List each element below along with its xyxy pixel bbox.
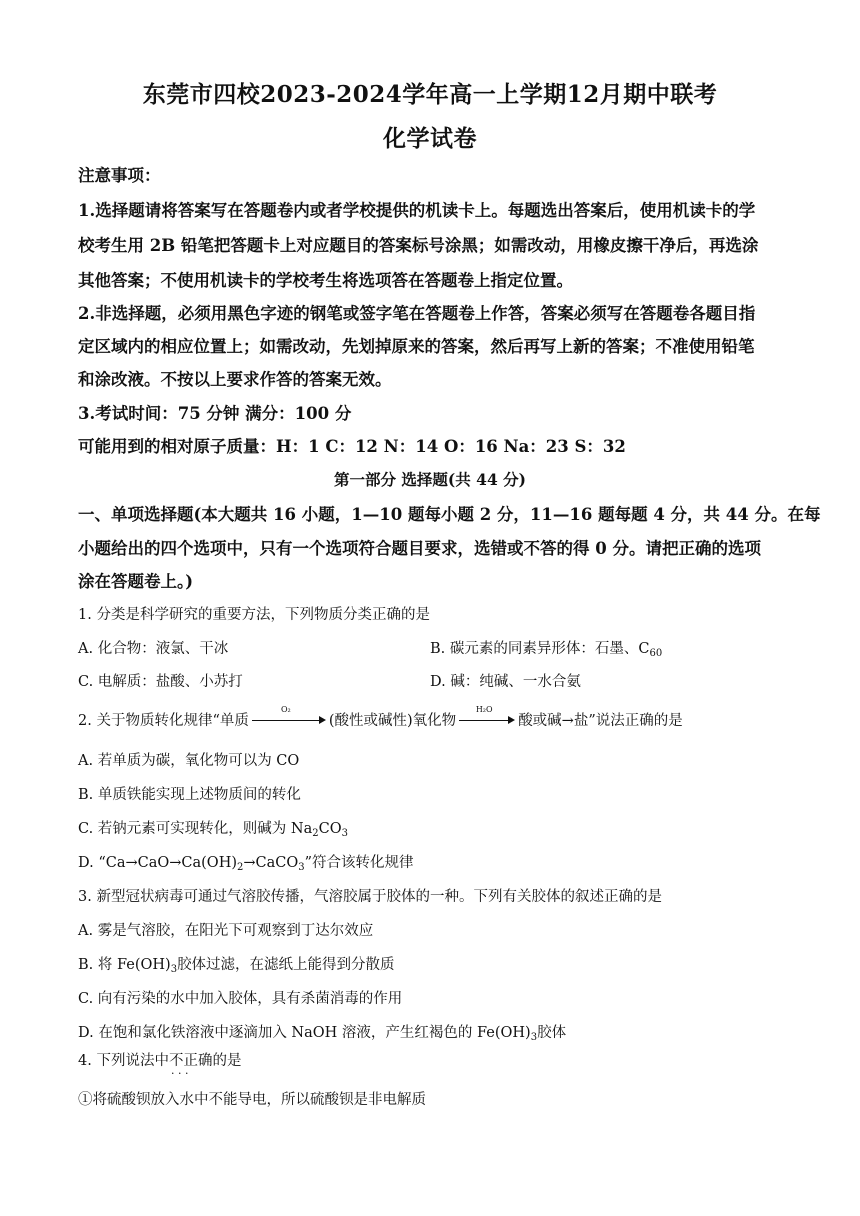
notice-item2-line1: 2.非选择题，必须用黑色字迹的钢笔或签字笔在答题卷上作答，答案必须写在答题卷各题目指 xyxy=(78,304,756,323)
notice-item3: 3.考试时间：75 分钟 满分：100 分 xyxy=(78,404,352,423)
exam-title: 东莞市四校2023-2024学年高一上学期12月期中联考 xyxy=(142,81,718,108)
section1-instructions-line1: 一、单项选择题(本大题共 16 小题，1—10 题每小题 2 分，11—16 题每题 4 分，共 44 分。在每 xyxy=(78,505,821,524)
notice-item2-line3: 和涂改液。不按以上要求作答的答案无效。 xyxy=(78,370,392,389)
reaction-arrow-o2: O₂ xyxy=(252,713,326,727)
part1-heading: 第一部分 选择题(共 44 分) xyxy=(334,470,526,489)
q1-option-d: D. 碱：纯碱、一水合氨 xyxy=(430,674,581,690)
q3-option-c: C. 向有污染的水中加入胶体，具有杀菌消毒的作用 xyxy=(78,991,403,1007)
atomic-masses: 可能用到的相对原子质量：H：1 C：12 N：14 O：16 Na：23 S：32 xyxy=(78,437,626,456)
section1-instructions-line3: 涂在答题卷上。) xyxy=(78,572,194,591)
q3-option-d: D. 在饱和氯化铁溶液中逐滴加入 NaOH 溶液，产生红褐色的 $Fe(OH)_3$胶体 xyxy=(78,1025,567,1043)
q2-stem: 2. 关于物质转化规律“单质 O₂ (酸性或碱性)氧化物 H₂O 酸或碱→盐”说法正确的是 xyxy=(78,705,683,729)
q1-option-a: A. 化合物：液氯、干冰 xyxy=(78,641,229,657)
section1-instructions-line2: 小题给出的四个选项中，只有一个选项符合题目要求，选错或不答的得 0 分。请把正确的选项 xyxy=(78,539,761,558)
exam-subject-title: 化学试卷 xyxy=(383,125,477,152)
notice-heading: 注意事项： xyxy=(78,166,161,185)
q3-option-b: B. 将 $Fe(OH)_3$胶体过滤，在滤纸上能得到分散质 xyxy=(78,957,395,975)
q4-stem: 4. 下列说法中不正确 · · ·的是 xyxy=(78,1049,241,1070)
q2-option-a: A. 若单质为碳，氧化物可以为 CO xyxy=(78,753,300,769)
notice-item1-line2: 校考生用 2B 铅笔把答题卡上对应题目的答案标号涂黑；如需改动，用橡皮擦干净后，再选涂 xyxy=(78,236,759,255)
q3-option-a: A. 雾是气溶胶，在阳光下可观察到丁达尔效应 xyxy=(78,923,374,939)
q3-stem: 3. 新型冠状病毒可通过气溶胶传播，气溶胶属于胶体的一种。下列有关胶体的叙述正确的是 xyxy=(78,889,662,905)
reaction-arrow-h2o: H₂O xyxy=(459,713,515,727)
notice-item1-line3: 其他答案；不使用机读卡的学校考生将选项答在答题卷上指定位置。 xyxy=(78,271,573,290)
emphasis-dots: 不正确 · · · xyxy=(169,1053,213,1069)
q1-option-c: C. 电解质：盐酸、小苏打 xyxy=(78,674,243,690)
notice-item2-line2: 定区域内的相应位置上；如需改动，先划掉原来的答案，然后再写上新的答案；不准使用铅笔 xyxy=(78,337,755,356)
q4-statement-1: ①将硫酸钡放入水中不能导电，所以硫酸钡是非电解质 xyxy=(78,1092,426,1108)
q2-option-d: D. “$Ca\to CaO\to Ca(OH)_2\to CaCO_3$”符合该转化规律 xyxy=(78,855,414,873)
q1-option-b: B. 碳元素的同素异形体：石墨、$C_{60}$ xyxy=(430,641,663,659)
q1-stem: 1. 分类是科学研究的重要方法，下列物质分类正确的是 xyxy=(78,607,430,623)
notice-item1-line1: 1.选择题请将答案写在答题卷内或者学校提供的机读卡上。每题选出答案后，使用机读卡的学 xyxy=(78,201,756,220)
q2-option-c: C. 若钠元素可实现转化，则碱为 $Na_2CO_3$ xyxy=(78,821,348,839)
q2-option-b: B. 单质铁能实现上述物质间的转化 xyxy=(78,787,301,803)
